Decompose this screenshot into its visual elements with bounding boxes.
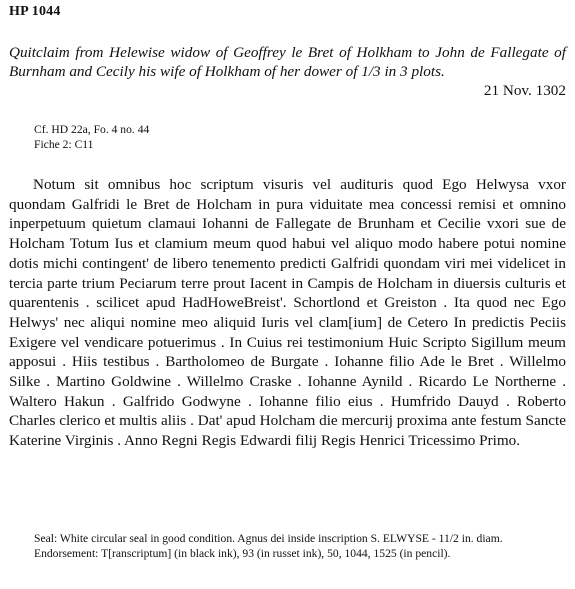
reference-line: Fiche 2: C11	[34, 138, 94, 151]
seal-note: Seal: White circular seal in good condition. Agnus dei inside inscription S. ELWYSE - 11/2 in. diam.	[34, 532, 503, 545]
reference-line: Cf. HD 22a, Fo. 4 no. 44	[34, 123, 150, 136]
endorsement-note: Endorsement: T[ranscriptum] (in black ink), 93 (in russet ink), 50, 1044, 1525 (in pencil).	[34, 546, 451, 560]
notes	[34, 532, 567, 561]
charter-text: Notum sit omnibus hoc scriptum visuris vel audituris quod Ego Helwysa vxor quondam Galfridi le Bret de Holcham in pura viduitate mea concessi remisi et omnino inperpetuum quietum clamaui Iohanni de Fallegate de Brunham et Cecilie vxori sue de Holcham Totum Ius et clamium meum quod habui vel aliquo modo habere potui nomine dotis michi contingent' de libero tenemento predicti Galfridi quondam viri mei videlicet in tercia parte trium Peciarum terre prout Iacent in Campis de Holcham in diuersis culturis et quarentenis . scilicet apud HadHoweBreist'. Schortlond et Greiston . Ita quod nec Ego Helwys' nec aliqui nomine meo aliquid Iuris vel clam[ium] de Cetero In predictis Peciis Exigere vel vendicare potuerimus . In Cuius rei testimonium Huic Scripto Sigillum meum apposui . Hiis testibus . Bartholomeo de Burgate . Iohanne filio Ade le Bret . Willelmo Silke . Martino Goldwine . Willelmo Craske . Iohanne Aynild . Ricardo Le Northerne . Waltero Hakun . Galfrido Godwyne . Iohanne filio eius . Humfrido Dauyd . Roberto Charles clerico et multis aliis . Dat' apud Holcham die mercurij proxima ante festum Sancte Katerine Virginis . Anno Regni Regis Edwardi filij Regis Henrici Tricessimo Primo.	[9, 176, 566, 450]
document-date: 21 Nov. 1302	[483, 82, 566, 99]
references	[34, 122, 149, 152]
document-id: HP 1044	[9, 4, 61, 19]
document-title: Quitclaim from Helewise widow of Geoffrey le Bret of Holkham to John de Fallegate of Burnham and Cecily his wife of Holkham of her dower of 1/3 in 3 plots.	[9, 44, 566, 80]
